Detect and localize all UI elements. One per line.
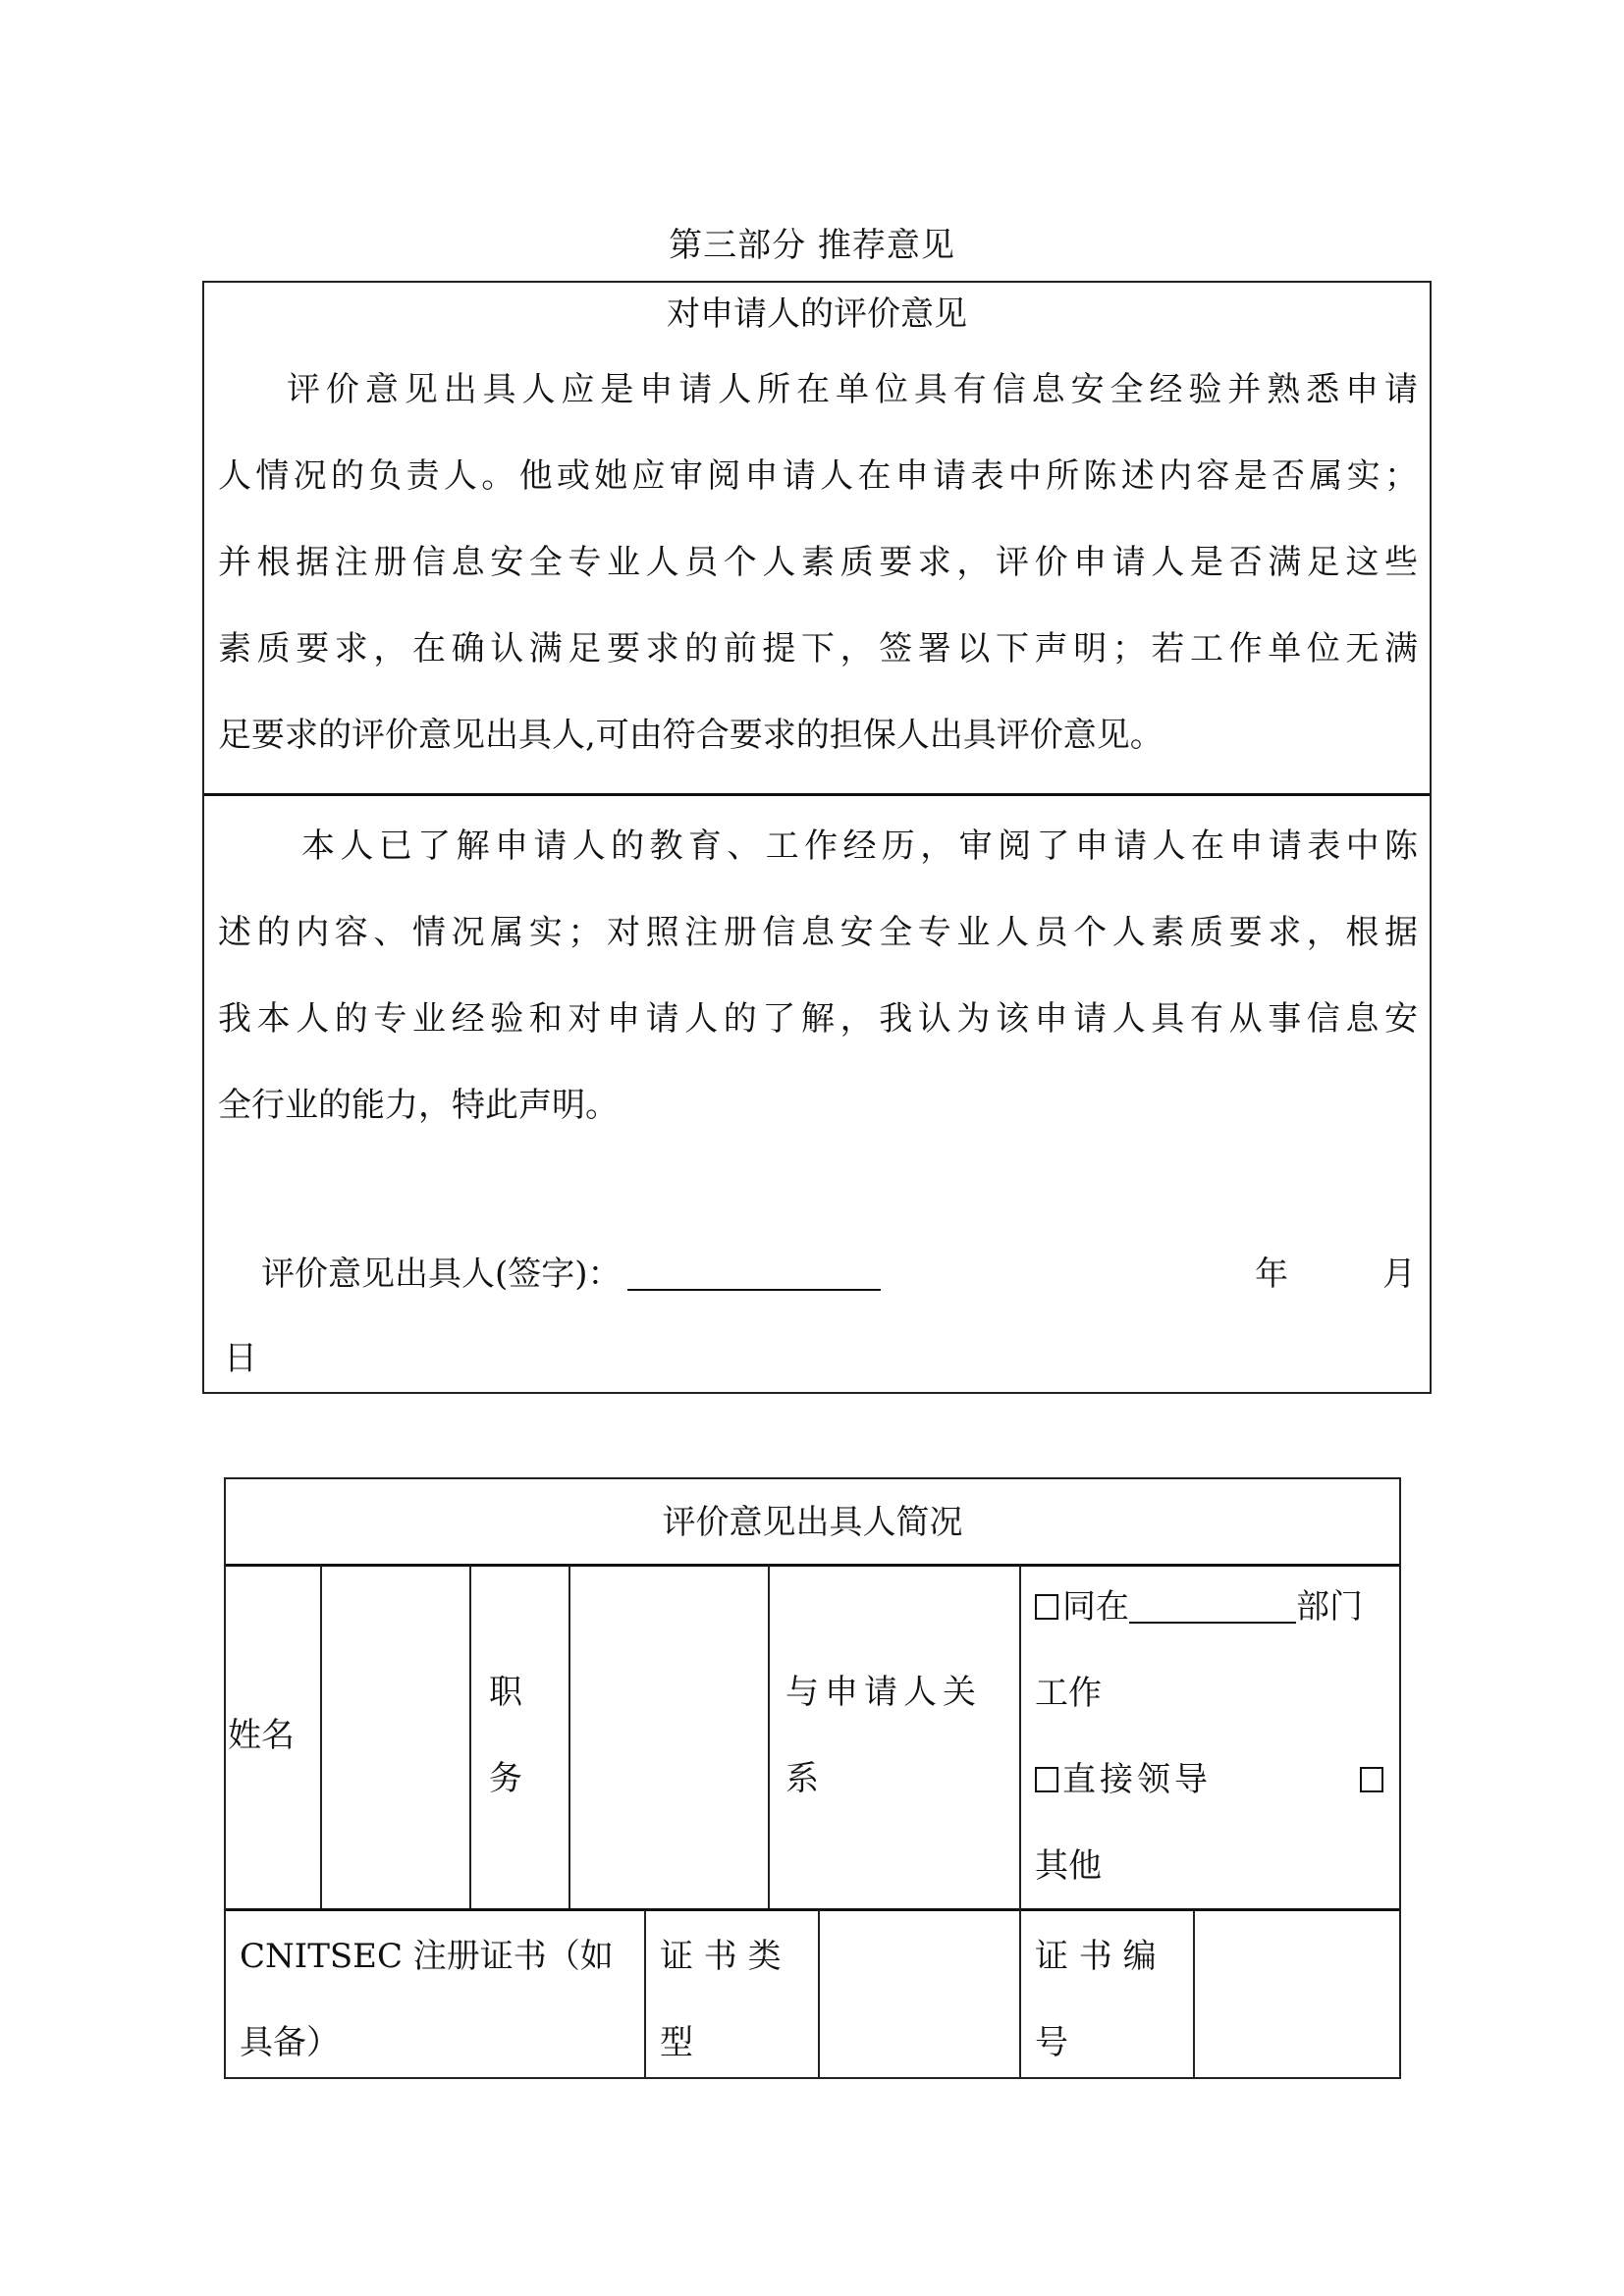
same-dept-prefix: 同在 — [1062, 1587, 1129, 1627]
option-direct-leader — [1035, 1736, 1393, 1823]
column-divider — [1193, 1910, 1195, 2077]
cert-no-field[interactable] — [1197, 1912, 1397, 2077]
signature-field[interactable] — [627, 1255, 881, 1291]
column-divider — [568, 1566, 570, 1908]
direct-leader-checkbox[interactable] — [1035, 1767, 1058, 1792]
name-field[interactable] — [324, 1568, 467, 1906]
relation-options — [1035, 1564, 1393, 1909]
position-label-line: 务 — [489, 1759, 522, 1798]
instructions-line: 并根据注册信息安全专业人员个人素质要求，评价申请人是否满足这些 — [218, 543, 1418, 582]
declaration-line: 述的内容、情况属实；对照注册信息安全专业人员个人素质要求，根据 — [218, 913, 1418, 952]
direct-leader-label: 直接领导 — [1062, 1760, 1212, 1799]
relation-label-line: 系 — [785, 1759, 825, 1798]
cert-label-line: 具备） — [240, 2023, 340, 2062]
cert-type-label — [660, 1913, 782, 2086]
column-divider — [469, 1566, 471, 1908]
column-divider — [818, 1910, 820, 2077]
cert-no-label-line: 证 书 编 — [1035, 1937, 1157, 1976]
signature-row — [261, 1231, 881, 1317]
option-same-dept — [1035, 1564, 1393, 1650]
evaluation-table-header: 对申请人的评价意见 — [667, 294, 967, 334]
declaration-line: 本人已了解申请人的教育、工作经历，审阅了申请人在申请表中陈 — [301, 827, 1418, 866]
name-label: 姓名 — [228, 1716, 295, 1755]
page-title: 第三部分 推荐意见 — [669, 226, 955, 265]
same-dept-suffix: 部门 — [1296, 1587, 1363, 1627]
relation-label-line: 与申请人关 — [785, 1673, 982, 1712]
declaration-line: 我本人的专业经验和对申请人的了解，我认为该申请人具有从事信息安 — [218, 999, 1418, 1039]
cert-label — [240, 1913, 614, 2086]
cert-type-label-line: 证 书 类 — [660, 1937, 782, 1976]
relation-label — [785, 1649, 982, 1822]
signature-label: 评价意见出具人(签字)： — [261, 1255, 622, 1294]
cert-type-label-line: 型 — [660, 2023, 693, 2062]
cert-label-line: CNITSEC 注册证书（如 — [240, 1937, 614, 1976]
other-label: 其他 — [1035, 1846, 1102, 1886]
evaluator-table — [224, 1477, 1401, 2079]
column-divider — [320, 1566, 322, 1908]
position-field[interactable] — [572, 1568, 766, 1906]
column-divider — [768, 1566, 770, 1908]
cert-type-field[interactable] — [822, 1912, 1016, 2077]
declaration-line: 全行业的能力，特此声明。 — [218, 1086, 619, 1125]
cert-no-label — [1035, 1913, 1157, 2086]
other-checkbox[interactable] — [1360, 1767, 1383, 1792]
column-divider — [1019, 1566, 1021, 2077]
position-label — [489, 1649, 522, 1822]
position-label-line: 职 — [489, 1673, 522, 1712]
instructions-line: 足要求的评价意见出具人,可由符合要求的担保人出具评价意见。 — [218, 716, 1164, 755]
same-dept-line2: 工作 — [1035, 1674, 1102, 1713]
day-label: 日 — [224, 1339, 257, 1378]
evaluation-table — [202, 281, 1432, 1394]
year-label: 年 — [1255, 1255, 1288, 1294]
cert-no-label-line: 号 — [1035, 2023, 1068, 2062]
month-label: 月 — [1382, 1255, 1416, 1294]
same-dept-field[interactable] — [1129, 1588, 1296, 1624]
evaluator-table-header: 评价意见出具人简况 — [662, 1503, 963, 1542]
instructions-paragraph — [218, 347, 1418, 778]
column-divider — [644, 1910, 646, 2077]
declaration-paragraph — [218, 803, 1418, 1148]
instructions-line: 人情况的负责人。他或她应审阅申请人在申请表中所陈述内容是否属实； — [218, 456, 1418, 496]
instructions-line: 素质要求，在确认满足要求的前提下，签署以下声明；若工作单位无满 — [218, 629, 1418, 668]
instructions-line: 评价意见出具人应是申请人所在单位具有信息安全经验并熟悉申请 — [287, 370, 1418, 409]
same-dept-checkbox[interactable] — [1035, 1594, 1058, 1620]
section-divider — [204, 793, 1430, 796]
